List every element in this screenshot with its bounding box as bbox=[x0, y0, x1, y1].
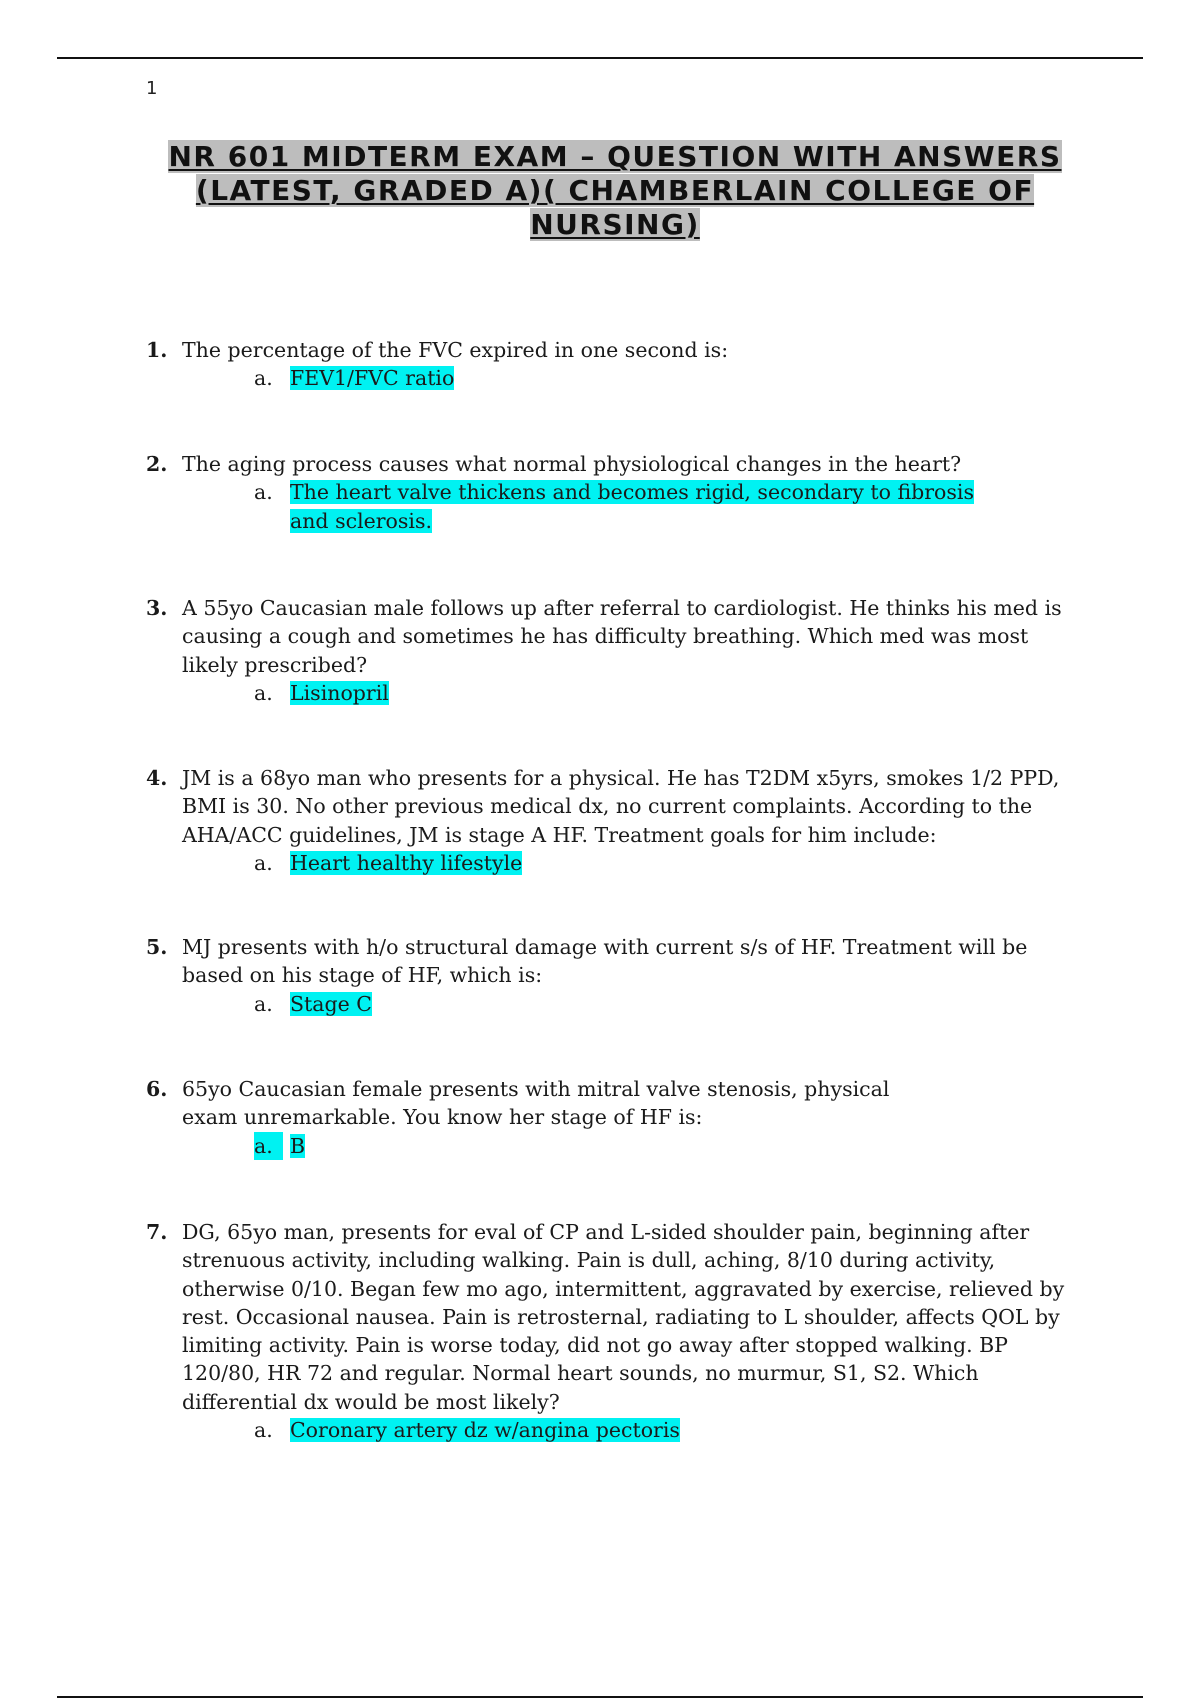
question-1 bbox=[146, 336, 1066, 393]
question-text: DG, 65yo man, presents for eval of CP and L-sided shoulder pain, beginning after strenuous activity, including walking. Pain is dull, aching, 8/10 during activity, otherwise 0/10. Began few mo ago, intermittent, aggravated by exercise, relieved by rest. Occasional nausea. Pain is retrosternal, radiating to L shoulder, affects QOL by limiting activity. Pain is worse today, did not go away after stopped walking. BP 120/80, HR 72 and regular. Normal heart sounds, no murmur, S1, S2. Which differential dx would be most likely? bbox=[182, 1220, 1065, 1414]
answer-6 bbox=[254, 1132, 1066, 1160]
highlighted-answer: Stage C bbox=[290, 991, 372, 1016]
question-2 bbox=[146, 450, 1066, 535]
answer-letter: a. bbox=[254, 680, 273, 705]
highlighted-answer: B bbox=[290, 1133, 306, 1158]
highlighted-answer: FEV1/FVC ratio bbox=[290, 366, 455, 391]
answer-letter: a. bbox=[254, 850, 273, 875]
question-text: JM is a 68yo man who presents for a physical. He has T2DM x5yrs, smokes 1/2 PPD, BMI is 30. No other previous medical dx, no current complaints. According to the AHA/ACC guidelines, JM is stage A HF. Treatment goals for him include: bbox=[182, 766, 1060, 847]
question-number: 3. bbox=[146, 596, 168, 620]
answer-3 bbox=[254, 679, 1066, 707]
question-number: 7. bbox=[146, 1220, 168, 1244]
highlighted-answer: Heart healthy lifestyle bbox=[290, 850, 523, 875]
answer-letter: a. bbox=[254, 1132, 283, 1160]
answer-1 bbox=[254, 364, 1066, 392]
question-text: The aging process causes what normal physiological changes in the heart? bbox=[182, 452, 962, 476]
question-3 bbox=[146, 594, 1066, 707]
answer-letter: a. bbox=[254, 480, 273, 505]
question-5 bbox=[146, 933, 1066, 1018]
answer-4 bbox=[254, 849, 1066, 877]
footer-rule bbox=[57, 1696, 1143, 1698]
question-number: 2. bbox=[146, 452, 168, 476]
answer-5 bbox=[254, 990, 1066, 1018]
question-text: The percentage of the FVC expired in one second is: bbox=[182, 338, 729, 362]
highlighted-answer: Coronary artery dz w/angina pectoris bbox=[290, 1418, 680, 1443]
question-text: MJ presents with h/o structural damage with current s/s of HF. Treatment will be based on his stage of HF, which is: bbox=[182, 935, 1028, 988]
question-text: 65yo Caucasian female presents with mitral valve stenosis, physical exam unremarkable. You know her stage of HF is: bbox=[182, 1077, 890, 1130]
highlighted-answer: Lisinopril bbox=[290, 680, 389, 705]
answer-letter: a. bbox=[254, 991, 273, 1016]
question-4 bbox=[146, 764, 1066, 877]
answer-letter: a. bbox=[254, 1418, 273, 1443]
header-rule bbox=[57, 57, 1143, 59]
question-text: A 55yo Caucasian male follows up after referral to cardiologist. He thinks his med is causing a cough and sometimes he has difficulty breathing. Which med was most likely prescribed? bbox=[182, 596, 1062, 677]
answer-letter: a. bbox=[254, 366, 273, 391]
page-number: 1 bbox=[146, 78, 158, 99]
question-number: 6. bbox=[146, 1077, 168, 1101]
answer-7 bbox=[254, 1416, 1066, 1444]
question-number: 4. bbox=[146, 766, 168, 790]
question-6 bbox=[146, 1075, 1066, 1160]
question-number: 5. bbox=[146, 935, 168, 959]
question-7 bbox=[146, 1218, 1066, 1444]
question-number: 1. bbox=[146, 338, 168, 362]
title-text: NR 601 MIDTERM EXAM – QUESTION WITH ANSWERS (LATEST, GRADED A)( CHAMBERLAIN COLLEGE OF NURSING) bbox=[168, 140, 1062, 241]
highlighted-answer: The heart valve thickens and becomes rigid, secondary to fibrosis and sclerosis. bbox=[290, 480, 974, 533]
answer-2 bbox=[254, 478, 974, 535]
document-title bbox=[140, 140, 1090, 242]
